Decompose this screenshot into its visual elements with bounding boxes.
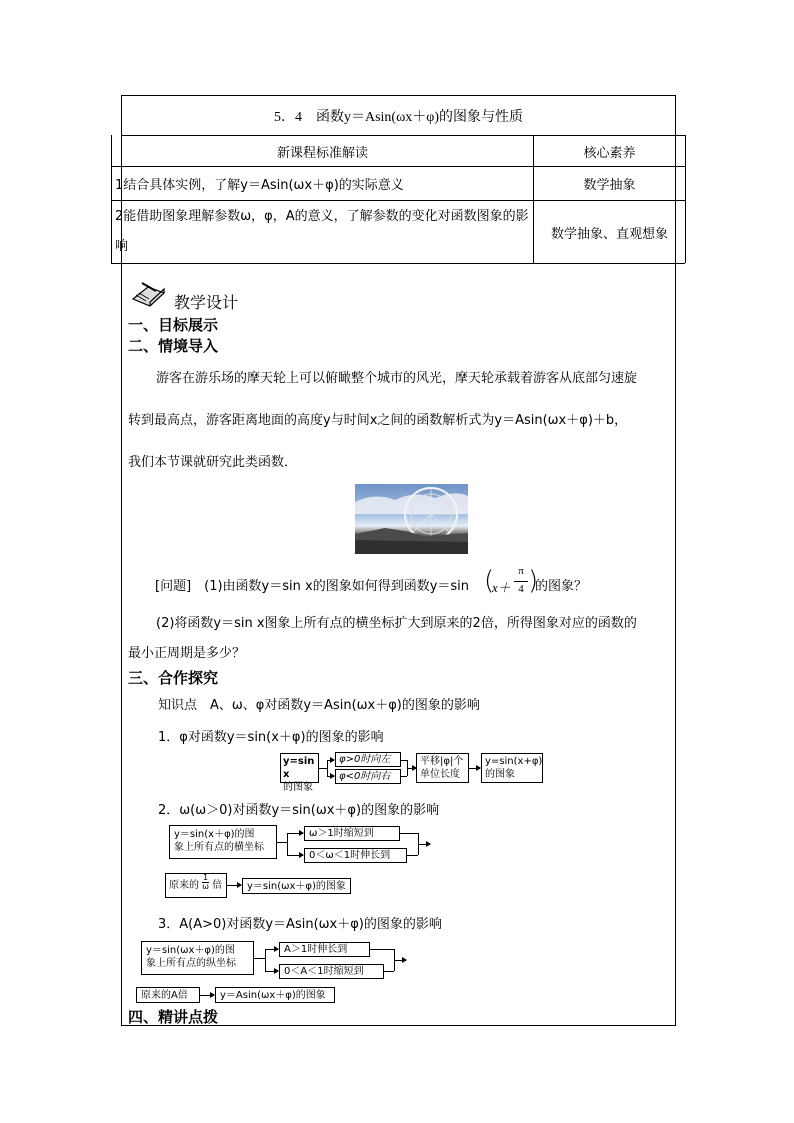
diagram1-end-box [481, 753, 543, 783]
connector [327, 760, 328, 776]
diagram1-shift-box [416, 753, 469, 783]
diagram3-start-line1: y＝sin(ωx＋φ)的图 [146, 945, 235, 956]
arrow [287, 833, 303, 834]
table-rule [685, 135, 686, 263]
diagram1-start-box [280, 753, 319, 793]
diagram2-scale-den: ω [202, 881, 209, 891]
intro-line-3: 我们本节课就研究此类函数． [128, 455, 298, 470]
connector [370, 949, 394, 950]
question-1-inner: x＋ [492, 580, 511, 595]
diagram2-option-stretch: 0＜ω＜1时伸长到 [304, 848, 407, 863]
arrow [265, 971, 278, 972]
diagram2-scale-num: 1 [202, 872, 209, 882]
question-1-prefix: [问题] (1)由函数y＝sin x的图象如何得到函数y＝sin [155, 579, 470, 594]
knowledge-title: 知识点 A、ω、φ对函数y＝Asin(ωx＋φ)的图象的影响 [158, 698, 480, 713]
diagram3-start-line2: 象上所有点的纵坐标 [146, 958, 236, 969]
connector [319, 768, 327, 769]
diagram2-scale-suffix: 倍 [212, 880, 223, 891]
pi-numerator: π [518, 565, 524, 577]
arrow [418, 844, 430, 845]
diagram1-end-line1: y=sin(x+φ) [485, 756, 543, 767]
table-cell-standard-2: 2能借助图象理解参数ω，φ，A的意义，了解参数的变化对函数图象的影响 [115, 209, 529, 254]
question-2-line-2: 最小正周期是多少？ [128, 646, 246, 661]
table-rule [111, 263, 685, 264]
arrow [265, 949, 278, 950]
section-heading-2: 二、情境导入 [128, 337, 219, 355]
arrow [407, 768, 416, 769]
page-title: 5．4 函数y＝Asin(ωx＋φ)的图象与性质 [273, 109, 524, 125]
connector [407, 855, 418, 856]
diagram1-start-line1: y=sin x [283, 756, 315, 780]
diagram2-scale-prefix: 原来的 [169, 880, 199, 891]
paren-open: ( [484, 566, 495, 596]
arrow [394, 960, 406, 961]
section-heading-1: 一、目标展示 [128, 316, 219, 334]
diagram2-start-line2: 象上所有点的横坐标 [174, 842, 264, 853]
fraction-bar [514, 581, 528, 582]
pi-denominator: 4 [518, 583, 524, 595]
paren-close: ) [528, 566, 539, 596]
arrow [227, 885, 241, 886]
connector [287, 833, 288, 855]
question-2-line-1: (2)将函数y＝sin x图象上所有点的横坐标扩大到原来的2倍，所得图象对应的函数的 [156, 616, 637, 631]
diagram2-start-box [169, 825, 277, 859]
diagram1-shift-line2: 单位长度 [420, 769, 460, 780]
diagram3-option-stretch: A＞1时伸长到 [279, 942, 370, 957]
table-cell-standard-1: 1结合具体实例，了解y＝Asin(ωx＋φ)的实际意义 [115, 178, 404, 193]
diagram2-end-box: y＝sin(ωx＋φ)的图象 [242, 878, 351, 894]
diagram1-end-line2: 的图象 [485, 769, 515, 780]
diagram2-option-shrink: ω＞1时缩短到 [304, 826, 400, 841]
knowledge-item-2: 2．ω(ω＞0)对函数y＝sin(ωx＋φ)的图象的影响 [158, 803, 440, 818]
connector [384, 971, 394, 972]
diagram1-option-right: φ<0时向右 [335, 769, 401, 784]
question-1-suffix: 的图象？ [535, 579, 588, 594]
table-cell-literacy-2: 数学抽象、直观想象 [550, 226, 668, 242]
diagram2-scale-box [165, 873, 227, 898]
intro-line-2: 转到最高点，游客距离地面的高度y与时间x之间的函数解析式为y＝Asin(ωx＋φ)＋b， [128, 413, 628, 428]
diagram1-shift-line1: 平移|φ|个 [420, 756, 464, 767]
design-label: 教学设计 [174, 293, 239, 312]
connector [277, 842, 287, 843]
intro-line-1: 游客在游乐场的摩天轮上可以俯瞰整个城市的风光，摩天轮承载着游客从底部匀速旋 [156, 371, 638, 386]
arrow [327, 776, 334, 777]
knowledge-item-1: 1．φ对函数y＝sin(x＋φ)的图象的影响 [158, 730, 384, 745]
connector [401, 776, 407, 777]
arrow [469, 768, 480, 769]
book-icon [130, 279, 172, 309]
connector [254, 958, 265, 959]
section-heading-3: 三、合作探究 [128, 669, 219, 687]
diagram1-start-line2: 的图象 [283, 782, 313, 793]
connector [400, 833, 418, 834]
diagram3-option-shrink: 0＜A＜1时缩短到 [279, 964, 384, 979]
table-cell-literacy-1: 数学抽象 [583, 178, 636, 193]
arrow [287, 855, 303, 856]
diagram3-scale-box: 原来的A倍 [136, 987, 200, 1003]
arrow [200, 995, 214, 996]
ferris-wheel-photo [355, 484, 468, 554]
section-heading-4: 四、精讲点拨 [128, 1008, 219, 1026]
diagram1-option-left: φ>0时向左 [335, 752, 401, 767]
connector [265, 949, 266, 971]
table-header-standard: 新课程标准解读 [276, 145, 368, 161]
diagram3-end-box: y＝Asin(ωx＋φ)的图象 [215, 987, 335, 1003]
arrow [327, 760, 334, 761]
diagram3-start-box [141, 941, 254, 975]
table-header-literacy: 核心素养 [583, 145, 636, 161]
diagram2-start-line1: y＝sin(x＋φ)的图 [174, 829, 255, 840]
knowledge-item-3: 3．A(A>0)对函数y＝Asin(ωx＋φ)的图象的影响 [158, 917, 442, 932]
